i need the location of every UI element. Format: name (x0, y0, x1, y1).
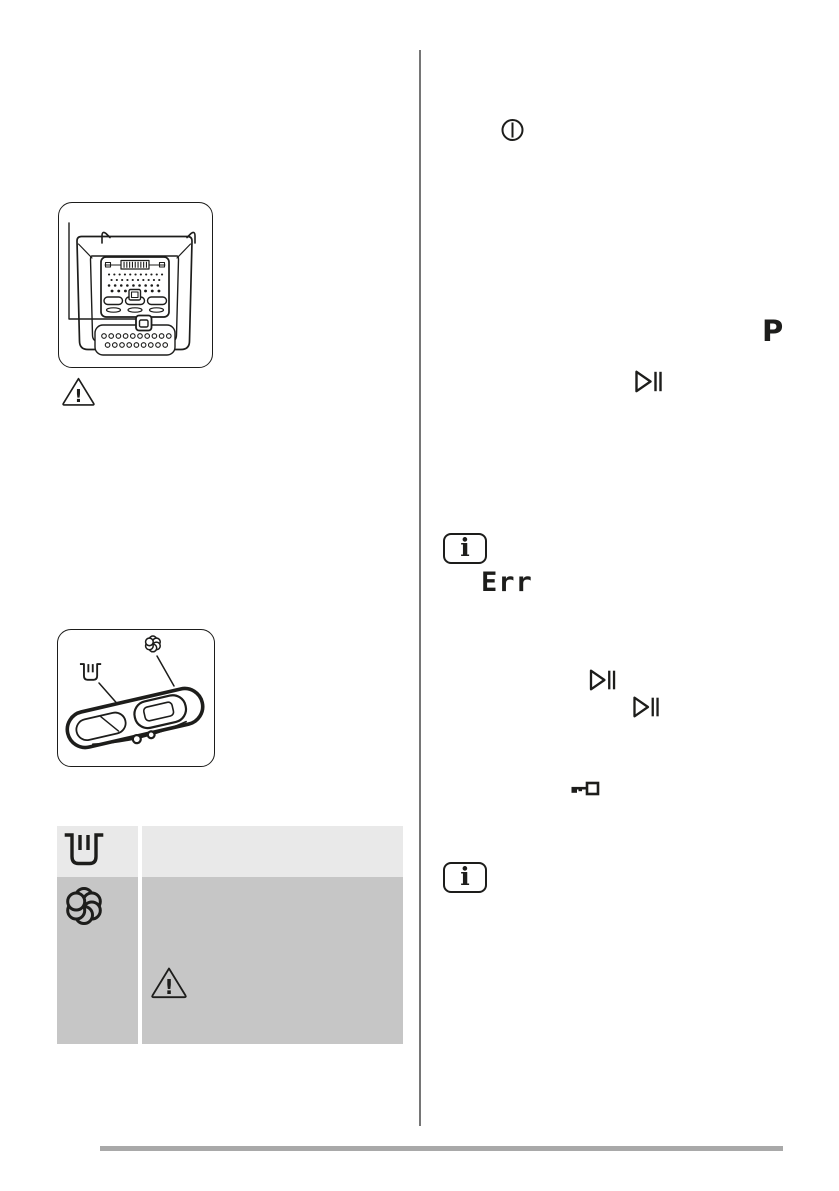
warning-triangle-icon (151, 966, 187, 999)
start-pause-icon (634, 369, 664, 394)
start-pause-icon (588, 668, 618, 692)
detergent-dispenser-illustration (58, 630, 213, 765)
footer-rule (100, 1146, 783, 1151)
key-icon (570, 780, 600, 798)
table-cell-wash-text (142, 826, 403, 877)
table-row-wash (57, 826, 403, 877)
table-row-softener (57, 877, 403, 1044)
table-cell-softener-text (142, 877, 403, 1044)
top-load-drum-and-dispenser-illustration (59, 203, 211, 366)
softener-flower-icon (57, 877, 138, 1044)
power-on-off-icon (501, 117, 524, 142)
wash-compartment-icon (80, 664, 101, 680)
warning-exclamation: ! (164, 975, 174, 1000)
wash-compartment-icon (57, 826, 138, 877)
start-pause-icon (631, 695, 662, 719)
display-error-code: Err (481, 567, 533, 598)
compartment-table (57, 826, 403, 1044)
program-letter: P (762, 314, 784, 348)
figure-drum-box (58, 202, 213, 368)
info-icon (443, 533, 487, 564)
column-divider (419, 50, 421, 1126)
info-glyph: i (460, 533, 470, 562)
info-icon (443, 862, 487, 893)
softener-flower-icon (146, 636, 161, 652)
warning-exclamation: ! (74, 387, 83, 408)
figure-dispenser-box (57, 629, 215, 767)
info-glyph: i (460, 862, 470, 891)
warning-triangle-icon (62, 376, 95, 407)
